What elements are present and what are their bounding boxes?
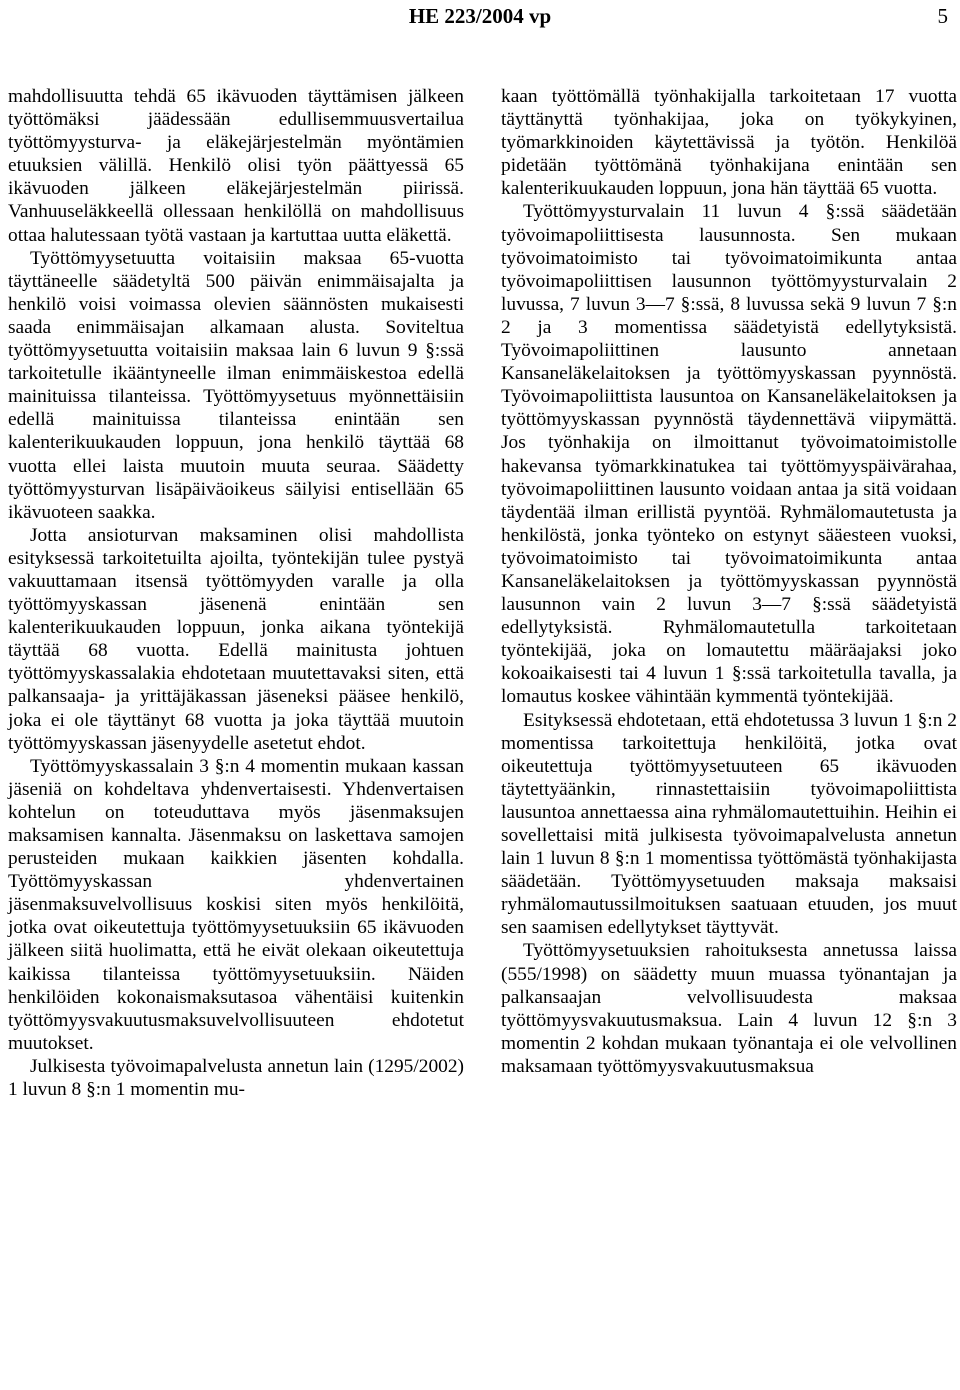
page-header [0,2,960,32]
document-title: HE 223/2004 vp [408,4,552,28]
page-number: 5 [937,4,948,28]
paragraph: Työttömyyskassalain 3 §:n 4 momentin mukaan kassan jäseniä on kohdeltava yhdenvertaisesti. Yhdenvertaisen kohtelun on toteuduttava myös jäsenmaksujen maksamisen kannalta. Jäsenmaksu on laskettava samojen perusteiden mukaan kaikkien jäsenten kohdalla. Työttömyyskassan yhdenvertainen jäsenmaksuvelvollisuus koskisi siten myös henkilöitä, jotka ovat oikeutettuja työttömyysetuuksiin 65 ikävuoden jälkeen siitä huolimatta, että he eivät olekaan oikeutettuja kaikissa tilanteissa työttömyysetuuksiin. Näiden henkilöiden kokonaismaksutasoa vähentäisi kuitenkin työttömyysvakuutusmaksuvelvollisuuteen ehdotetut muutokset. [8,755,464,1054]
paragraph: Jotta ansioturvan maksaminen olisi mahdollista esityksessä tarkoitetuilta ajoilta, työntekijän tulee pystyä vakuuttamaan itsensä työttömyyden varalle ja olla työttömyyskassan jäsenenä enintään sen kalenterikuukauden loppuun, jonka aikana työntekijä täyttää 68 vuotta. Edellä mainitusta johtuen työttömyyskassalakia ehdotetaan muutettavaksi siten, että palkansaaja- ja yrittäjäkassan jäseneksi pääsee henkilö, joka ei ole täyttänyt 68 vuotta ja joka täyttää muutoin työttömyyskassan jäsenyydelle asetetut ehdot. [8,524,464,754]
left-column [8,85,464,1101]
paragraph: Työttömyysturvalain 11 luvun 4 §:ssä säädetään työvoimapoliittisesta lausunnosta. Sen mukaan työvoimatoimisto tai työvoimatoimikunta antaa työvoimapoliittisen lausunnon työttömyysturvalain 2 luvussa, 7 luvun 3—7 §:ssä, 8 luvussa sekä 9 luvun 7 §:n 2 ja 3 momentissa säädetyistä edellytyksistä. Työvoimapoliittinen lausunto annetaan Kansaneläkelaitoksen ja työttömyyskassan pyynnöstä. Työvoimapoliittista lausuntoa on Kansaneläkelaitoksen ja työttömyyskassan pyynnöstä täydennettävä viipymättä. Jos työnhakija on ilmoittanut työvoimatoimistolle hakevansa työmarkkinatukea tai työttömyyspäivärahaa, työvoimapoliittinen lausunto voidaan antaa ja sitä voidaan täydentää ilman erillistä pyyntöä. Ryhmälomautetusta ja henkilöstä, jonka työnteko on estynyt sääesteen vuoksi, työvoimatoimisto tai työvoimatoimikunta antaa Kansaneläkelaitoksen ja työttömyyskassan pyynnöstä lausunnon vain 2 luvun 3—7 §:ssä säädetyistä edellytyksistä. Ryhmälomautetulla tarkoitetaan työntekijää, joka on lomautettu määräajaksi joko kokoaikaisesti tai 4 luvun 1 §:ssä tarkoitetulla tavalla, ja lomautus koskee vähintään kymmentä työntekijää. [501,201,957,708]
paragraph: Julkisesta työvoimapalvelusta annetun lain (1295/2002) 1 luvun 8 §:n 1 momentin mu- [8,1055,464,1101]
right-column [501,85,957,1078]
paragraph: kaan työttömällä työnhakijalla tarkoitetaan 17 vuotta täyttänyttä työnhakijaa, joka on työkykyinen, työmarkkinoiden käytettävissä ja työtön. Henkilöä pidetään työttömänä työnhakijana enintään sen kalenterikuukauden loppuun, jona hän täyttää 65 vuotta. [501,86,957,200]
paragraph: Työttömyysetuutta voitaisiin maksaa 65-vuotta täyttäneelle säädetyltä 500 päivän enimmäisajalta ja henkilö voisi voimassa olevien säännösten mukaisesti saada enimmäisajan alkamaan alusta. Soviteltua työttömyysetuutta voitaisiin maksaa lain 6 luvun 9 §:ssä tarkoitetulle ikääntyneelle ilman enimmäiskestoa edellä mainituissa tilanteissa. Työttömyysetuus myönnettäisiin edellä mainituissa tilanteissa enintään sen kalenterikuukauden loppuun, jona henkilö täyttää 68 vuotta ellei laista muutoin muuta seuraa. Säädetty työttömyysturvan lisäpäiväoikeus säilyisi entisellään 65 ikävuoteen saakka. [8,247,464,523]
paragraph: Esityksessä ehdotetaan, että ehdotetussa 3 luvun 1 §:n 2 momentissa tarkoitettuja henkilöitä, jotka ovat oikeutettuja työttömyysetuuteen 65 ikävuoden täytettyäänkin, rinnastettaisiin työvoimapoliittista lausuntoa annettaessa aina ryhmälomautettuihin. Heihin ei sovellettaisi mitä julkisesta työvoimapalvelusta annetun lain 1 luvun 8 §:n 1 momentissa työttömästä työnhakijasta säädetään. Työttömyysetuuden maksaja maksaisi ryhmälomautussilmoituksen saatuaan etuuden, jos muut sen saamisen edellytykset täyttyvät. [501,709,957,939]
paragraph: Työttömyysetuuksien rahoituksesta annetussa laissa (555/1998) on säädetty muun muassa työnantajan ja palkansaajan velvollisuudesta maksaa työttömyysvakuutusmaksua. Lain 4 luvun 12 §:n 3 momentin 2 kohdan mukaan työnantaja ei ole velvollinen maksamaan työttömyysvakuutusmaksua [501,940,957,1077]
paragraph: mahdollisuutta tehdä 65 ikävuoden täyttämisen jälkeen työttömäksi jäädessään edullisemmuusvertailua työttömyysturva- ja eläkejärjestelmän myöntämien etuuksien välillä. Henkilö olisi työn päättyessä 65 ikävuoden jälkeen eläkejärjestelmän piirissä. Vanhuuseläkkeellä ollessaan henkilöllä on mahdollisuus ottaa halutessaan työtä vastaan ja kartuttaa uutta eläkettä. [8,86,464,246]
